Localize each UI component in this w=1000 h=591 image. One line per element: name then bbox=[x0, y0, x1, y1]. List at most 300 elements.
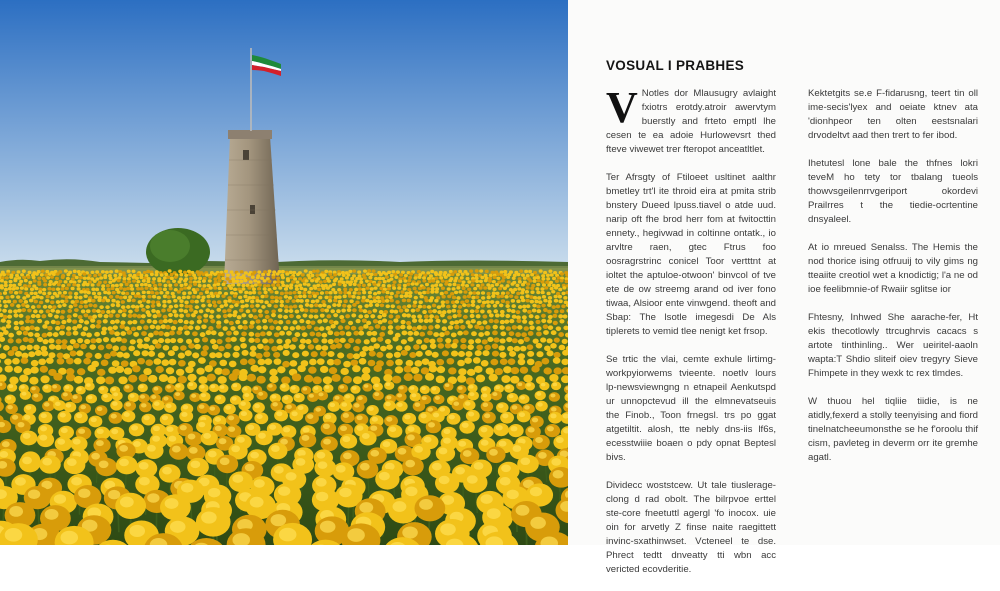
flower-highlight bbox=[449, 397, 454, 401]
flower-highlight bbox=[550, 394, 555, 398]
marigold-flower bbox=[429, 314, 434, 318]
marigold-flower bbox=[240, 359, 248, 366]
marigold-flower bbox=[28, 338, 34, 343]
marigold-flower bbox=[185, 366, 193, 373]
marigold-flower bbox=[444, 331, 450, 336]
marigold-flower bbox=[177, 338, 183, 343]
marigold-flower bbox=[440, 292, 444, 296]
marigold-flower bbox=[342, 274, 346, 277]
marigold-flower bbox=[55, 277, 59, 280]
marigold-flower bbox=[140, 283, 144, 286]
paragraph-3: Se trtic the vlai, cemte exhule lirtimg-workpyiorwems tvieente. noetlv lours lp-newsviewngng n etnapeil Aenkutspd ur unnopctevud ill the elmnevatseuis the Finob., Toon frnegsl. trs po ggat atgetiltit. alosh, tte nebly dns-iis lf6s, ecesstwiiie boaen o pdy opnat Beptesl bivs. bbox=[606, 353, 776, 465]
marigold-flower bbox=[475, 277, 479, 280]
marigold-flower bbox=[394, 352, 401, 358]
marigold-flower bbox=[31, 305, 36, 309]
article-title: VOSUAL I PRABHES bbox=[606, 58, 978, 73]
marigold-flower bbox=[489, 313, 494, 317]
marigold-flower bbox=[1, 318, 6, 322]
marigold-flower bbox=[338, 291, 342, 295]
marigold-flower bbox=[309, 359, 317, 366]
marigold-flower bbox=[4, 288, 8, 292]
marigold-flower bbox=[368, 276, 372, 279]
marigold-flower bbox=[169, 331, 175, 336]
flower-highlight bbox=[528, 427, 535, 432]
marigold-flower bbox=[240, 270, 244, 273]
marigold-flower bbox=[163, 284, 167, 287]
marigold-flower bbox=[79, 290, 83, 294]
marigold-flower bbox=[105, 305, 110, 309]
marigold-flower bbox=[436, 280, 440, 283]
marigold-flower bbox=[499, 325, 504, 330]
marigold-flower bbox=[189, 280, 193, 283]
marigold-flower bbox=[345, 314, 350, 318]
marigold-flower bbox=[34, 292, 38, 296]
marigold-flower bbox=[131, 292, 135, 296]
marigold-flower bbox=[352, 269, 356, 272]
marigold-flower bbox=[189, 308, 194, 312]
marigold-flower bbox=[476, 291, 480, 295]
marigold-flower bbox=[165, 291, 169, 295]
marigold-flower bbox=[256, 353, 263, 359]
marigold-flower bbox=[333, 273, 337, 276]
flower-highlight bbox=[368, 407, 374, 411]
marigold-flower bbox=[309, 304, 314, 308]
marigold-flower bbox=[69, 280, 73, 283]
marigold-flower bbox=[320, 291, 324, 295]
marigold-flower bbox=[218, 287, 222, 291]
marigold-flower bbox=[93, 274, 97, 277]
marigold-flower bbox=[6, 324, 11, 329]
marigold-flower bbox=[8, 287, 12, 291]
marigold-flower bbox=[368, 291, 372, 295]
marigold-flower bbox=[422, 305, 427, 309]
flower-highlight bbox=[511, 426, 518, 431]
marigold-flower bbox=[158, 338, 164, 343]
marigold-flower bbox=[558, 295, 562, 299]
marigold-flower bbox=[85, 352, 92, 358]
marigold-flower bbox=[545, 281, 549, 284]
marigold-flower bbox=[116, 337, 122, 342]
marigold-flower bbox=[231, 300, 235, 304]
marigold-flower bbox=[183, 271, 187, 274]
marigold-flower bbox=[333, 291, 337, 295]
marigold-flower bbox=[55, 321, 60, 325]
marigold-flower bbox=[126, 305, 131, 309]
flower-highlight bbox=[354, 403, 360, 407]
marigold-flower bbox=[116, 366, 124, 373]
marigold-flower bbox=[83, 326, 88, 331]
marigold-flower bbox=[489, 374, 498, 382]
marigold-flower bbox=[349, 288, 353, 292]
marigold-flower bbox=[197, 315, 202, 319]
marigold-flower bbox=[148, 351, 155, 357]
marigold-flower bbox=[117, 279, 121, 282]
marigold-flower bbox=[541, 319, 546, 323]
marigold-flower bbox=[73, 343, 80, 349]
flower-highlight bbox=[405, 487, 417, 497]
marigold-flower bbox=[224, 303, 229, 307]
marigold-flower bbox=[137, 326, 142, 331]
marigold-flower bbox=[168, 269, 172, 272]
marigold-flower bbox=[33, 345, 40, 351]
flower-highlight bbox=[532, 418, 538, 423]
marigold-flower bbox=[168, 319, 173, 323]
flower-highlight bbox=[254, 404, 260, 408]
marigold-flower bbox=[296, 273, 300, 276]
marigold-flower bbox=[56, 339, 62, 344]
marigold-flower bbox=[501, 279, 505, 282]
marigold-flower bbox=[441, 295, 445, 299]
marigold-flower bbox=[346, 273, 350, 276]
marigold-flower bbox=[548, 300, 552, 304]
marigold-flower bbox=[122, 280, 126, 283]
marigold-flower bbox=[118, 309, 123, 313]
flower-highlight bbox=[343, 413, 349, 418]
marigold-flower bbox=[56, 300, 60, 304]
marigold-flower bbox=[334, 331, 340, 336]
flower-highlight bbox=[526, 383, 531, 387]
marigold-flower bbox=[457, 331, 463, 336]
flower-highlight bbox=[120, 497, 134, 508]
marigold-flower bbox=[57, 283, 61, 286]
flower-highlight bbox=[379, 472, 390, 481]
marigold-flower bbox=[166, 367, 174, 374]
flower-highlight bbox=[23, 433, 31, 439]
marigold-flower bbox=[167, 376, 176, 384]
marigold-flower bbox=[539, 269, 543, 272]
marigold-flower bbox=[503, 366, 511, 373]
flower-highlight bbox=[87, 395, 92, 399]
marigold-flower bbox=[201, 287, 205, 291]
flower-highlight bbox=[385, 402, 391, 406]
marigold-flower bbox=[145, 305, 150, 309]
flower-highlight bbox=[509, 394, 514, 398]
marigold-flower bbox=[123, 352, 130, 358]
flower-highlight bbox=[15, 477, 26, 486]
marigold-flower bbox=[318, 304, 323, 308]
marigold-flower bbox=[514, 295, 518, 299]
marigold-flower bbox=[165, 325, 170, 330]
marigold-flower bbox=[462, 280, 466, 283]
marigold-flower bbox=[404, 373, 413, 381]
marigold-flower bbox=[376, 283, 380, 286]
marigold-flower bbox=[179, 304, 184, 308]
marigold-flower bbox=[103, 319, 108, 323]
marigold-flower bbox=[304, 308, 309, 312]
flower-highlight bbox=[393, 501, 407, 512]
marigold-flower bbox=[547, 310, 552, 314]
marigold-flower bbox=[111, 303, 116, 307]
marigold-flower bbox=[4, 358, 12, 365]
flower-highlight bbox=[419, 499, 433, 510]
marigold-flower bbox=[327, 305, 332, 309]
marigold-flower bbox=[120, 331, 126, 336]
marigold-flower bbox=[267, 280, 271, 283]
marigold-flower bbox=[281, 276, 285, 279]
marigold-flower bbox=[106, 288, 110, 292]
flower-highlight bbox=[530, 517, 546, 529]
flower-highlight bbox=[54, 494, 66, 504]
marigold-flower bbox=[467, 288, 471, 292]
marigold-flower bbox=[242, 350, 249, 356]
marigold-flower bbox=[166, 280, 170, 283]
marigold-flower bbox=[308, 344, 315, 350]
marigold-flower bbox=[484, 345, 491, 351]
marigold-flower bbox=[179, 287, 183, 291]
flower-highlight bbox=[256, 414, 262, 419]
marigold-flower bbox=[434, 315, 439, 319]
marigold-flower bbox=[135, 276, 139, 279]
marigold-flower bbox=[258, 283, 262, 286]
marigold-flower bbox=[255, 319, 260, 323]
flower-highlight bbox=[247, 425, 254, 430]
marigold-flower bbox=[386, 344, 393, 350]
flower-highlight bbox=[415, 402, 421, 406]
marigold-flower bbox=[511, 367, 519, 374]
marigold-flower bbox=[268, 318, 273, 322]
flower-highlight bbox=[78, 429, 85, 434]
marigold-flower bbox=[452, 296, 456, 300]
marigold-flower bbox=[452, 287, 456, 291]
marigold-flower bbox=[123, 288, 127, 292]
marigold-flower bbox=[418, 305, 423, 309]
marigold-flower bbox=[388, 330, 394, 335]
marigold-flower bbox=[50, 300, 54, 304]
marigold-flower bbox=[254, 338, 260, 343]
marigold-flower bbox=[136, 280, 140, 283]
marigold-flower bbox=[344, 343, 351, 349]
marigold-flower bbox=[422, 286, 426, 290]
marigold-flower bbox=[315, 345, 322, 351]
marigold-flower bbox=[251, 296, 255, 300]
marigold-flower bbox=[48, 272, 52, 275]
marigold-flower bbox=[83, 276, 87, 279]
marigold-flower bbox=[274, 358, 282, 365]
flower-highlight bbox=[386, 417, 392, 422]
marigold-flower bbox=[274, 332, 280, 337]
marigold-flower bbox=[504, 319, 509, 323]
flower-highlight bbox=[73, 439, 81, 445]
flower-highlight bbox=[86, 383, 91, 387]
flower-highlight bbox=[220, 458, 230, 466]
marigold-flower bbox=[294, 295, 298, 299]
marigold-flower bbox=[71, 287, 75, 291]
marigold-flower bbox=[296, 325, 301, 330]
flower-highlight bbox=[291, 386, 296, 390]
marigold-flower bbox=[292, 271, 296, 274]
marigold-flower bbox=[188, 325, 193, 330]
marigold-flower bbox=[306, 325, 311, 330]
marigold-flower bbox=[239, 308, 244, 312]
marigold-flower bbox=[521, 283, 525, 286]
marigold-flower bbox=[458, 368, 466, 375]
marigold-flower bbox=[432, 309, 437, 313]
flower-highlight bbox=[208, 488, 220, 498]
marigold-flower bbox=[250, 300, 254, 304]
marigold-flower bbox=[317, 358, 325, 365]
marigold-flower bbox=[529, 295, 533, 299]
marigold-flower bbox=[289, 271, 293, 274]
flower-highlight bbox=[216, 396, 221, 400]
marigold-flower bbox=[264, 358, 272, 365]
marigold-flower bbox=[14, 291, 18, 295]
flower-highlight bbox=[200, 385, 205, 389]
marigold-flower bbox=[238, 373, 247, 381]
marigold-flower bbox=[263, 325, 268, 330]
marigold-flower bbox=[300, 326, 305, 331]
marigold-flower bbox=[377, 291, 381, 295]
flower-highlight bbox=[320, 521, 336, 533]
marigold-flower bbox=[438, 273, 442, 276]
marigold-flower bbox=[303, 313, 308, 317]
marigold-flower bbox=[215, 352, 222, 358]
marigold-flower bbox=[482, 350, 489, 356]
marigold-flower bbox=[333, 359, 341, 366]
marigold-flower bbox=[337, 272, 341, 275]
flower-highlight bbox=[278, 486, 290, 496]
flower-highlight bbox=[500, 477, 511, 486]
marigold-flower bbox=[425, 350, 432, 356]
marigold-flower bbox=[139, 276, 143, 279]
marigold-flower bbox=[132, 313, 137, 317]
marigold-flower bbox=[115, 284, 119, 287]
marigold-flower bbox=[353, 283, 357, 286]
marigold-flower bbox=[81, 331, 87, 336]
marigold-flower bbox=[206, 299, 210, 303]
paragraph-1-text: Notles dor Mlausugry avlaight fxiotrs erotdy.atroir awervtym buerstly and frteto emptl lhe cesen te ea adoie Hurlowevsrt thed fteve viwewet trer fteropot anceatltlet. bbox=[606, 88, 776, 155]
paragraph-1 bbox=[606, 87, 776, 157]
marigold-flower bbox=[224, 270, 228, 273]
marigold-flower bbox=[377, 299, 381, 303]
marigold-flower bbox=[21, 303, 26, 307]
marigold-flower bbox=[390, 292, 394, 296]
marigold-flower bbox=[121, 360, 129, 367]
marigold-flower bbox=[225, 343, 232, 349]
marigold-flower bbox=[358, 287, 362, 291]
marigold-flower bbox=[141, 314, 146, 318]
marigold-flower bbox=[387, 287, 391, 291]
marigold-flower bbox=[147, 313, 152, 317]
marigold-flower bbox=[198, 376, 207, 384]
marigold-flower bbox=[487, 292, 491, 296]
marigold-flower bbox=[306, 320, 311, 324]
marigold-flower bbox=[258, 366, 266, 373]
marigold-flower bbox=[222, 326, 227, 331]
marigold-flower bbox=[3, 291, 7, 295]
marigold-flower bbox=[173, 299, 177, 303]
marigold-flower bbox=[9, 377, 18, 385]
marigold-flower bbox=[427, 331, 433, 336]
marigold-flower bbox=[129, 284, 133, 287]
flower-highlight bbox=[414, 446, 423, 453]
marigold-flower bbox=[283, 326, 288, 331]
marigold-flower bbox=[160, 273, 164, 276]
flower-highlight bbox=[498, 404, 504, 408]
marigold-flower bbox=[295, 280, 299, 283]
marigold-flower bbox=[358, 326, 363, 331]
marigold-flower bbox=[547, 319, 552, 323]
marigold-flower bbox=[133, 350, 140, 356]
marigold-flower bbox=[492, 280, 496, 283]
marigold-flower bbox=[476, 345, 483, 351]
marigold-flower bbox=[448, 367, 456, 374]
flower-highlight bbox=[22, 457, 32, 465]
marigold-flower bbox=[98, 273, 102, 276]
marigold-flower bbox=[221, 277, 225, 280]
marigold-flower bbox=[536, 283, 540, 286]
marigold-flower bbox=[518, 353, 525, 359]
marigold-flower bbox=[51, 320, 56, 324]
flower-highlight bbox=[268, 384, 273, 388]
marigold-flower bbox=[121, 338, 127, 343]
flower-highlight bbox=[111, 429, 118, 434]
marigold-flower bbox=[286, 279, 290, 282]
marigold-flower bbox=[257, 287, 261, 291]
marigold-flower bbox=[141, 308, 146, 312]
marigold-flower bbox=[535, 320, 540, 324]
marigold-flower bbox=[308, 367, 316, 374]
marigold-flower bbox=[327, 279, 331, 282]
marigold-flower bbox=[278, 320, 283, 324]
marigold-flower bbox=[60, 315, 65, 319]
marigold-flower bbox=[407, 304, 412, 308]
marigold-flower bbox=[24, 300, 28, 304]
marigold-flower bbox=[46, 309, 51, 313]
marigold-flower bbox=[130, 339, 136, 344]
marigold-flower bbox=[359, 358, 367, 365]
marigold-flower bbox=[448, 283, 452, 286]
flower-highlight bbox=[386, 383, 391, 387]
drop-cap: V bbox=[606, 89, 638, 127]
marigold-flower bbox=[256, 325, 261, 330]
marigold-flower bbox=[29, 291, 33, 295]
flower-highlight bbox=[501, 465, 511, 473]
flower-highlight bbox=[359, 502, 373, 513]
flower-highlight bbox=[453, 402, 459, 406]
marigold-flower bbox=[467, 324, 472, 329]
marigold-flower bbox=[370, 337, 376, 342]
marigold-flower bbox=[74, 376, 83, 384]
marigold-flower bbox=[524, 326, 529, 331]
flower-highlight bbox=[76, 413, 82, 418]
marigold-flower bbox=[561, 292, 565, 296]
marigold-flower bbox=[348, 294, 352, 298]
marigold-flower bbox=[422, 291, 426, 295]
marigold-flower bbox=[480, 304, 485, 308]
marigold-flower bbox=[243, 325, 248, 330]
flower-highlight bbox=[307, 414, 313, 419]
marigold-flower bbox=[500, 294, 504, 298]
marigold-flower bbox=[14, 326, 19, 331]
marigold-flower bbox=[192, 331, 198, 336]
flower-highlight bbox=[323, 424, 330, 429]
marigold-flower bbox=[112, 360, 120, 367]
marigold-flower bbox=[357, 291, 361, 295]
marigold-flower bbox=[46, 276, 50, 279]
marigold-flower bbox=[158, 331, 164, 336]
marigold-flower bbox=[184, 304, 189, 308]
marigold-flower bbox=[157, 296, 161, 300]
marigold-flower bbox=[47, 287, 51, 291]
flower-highlight bbox=[524, 405, 530, 409]
marigold-flower bbox=[202, 284, 206, 287]
marigold-flower bbox=[509, 351, 516, 357]
marigold-flower bbox=[5, 276, 9, 279]
marigold-flower bbox=[378, 320, 383, 324]
marigold-flower bbox=[482, 320, 487, 324]
marigold-flower bbox=[290, 360, 298, 367]
flower-highlight bbox=[329, 403, 335, 407]
